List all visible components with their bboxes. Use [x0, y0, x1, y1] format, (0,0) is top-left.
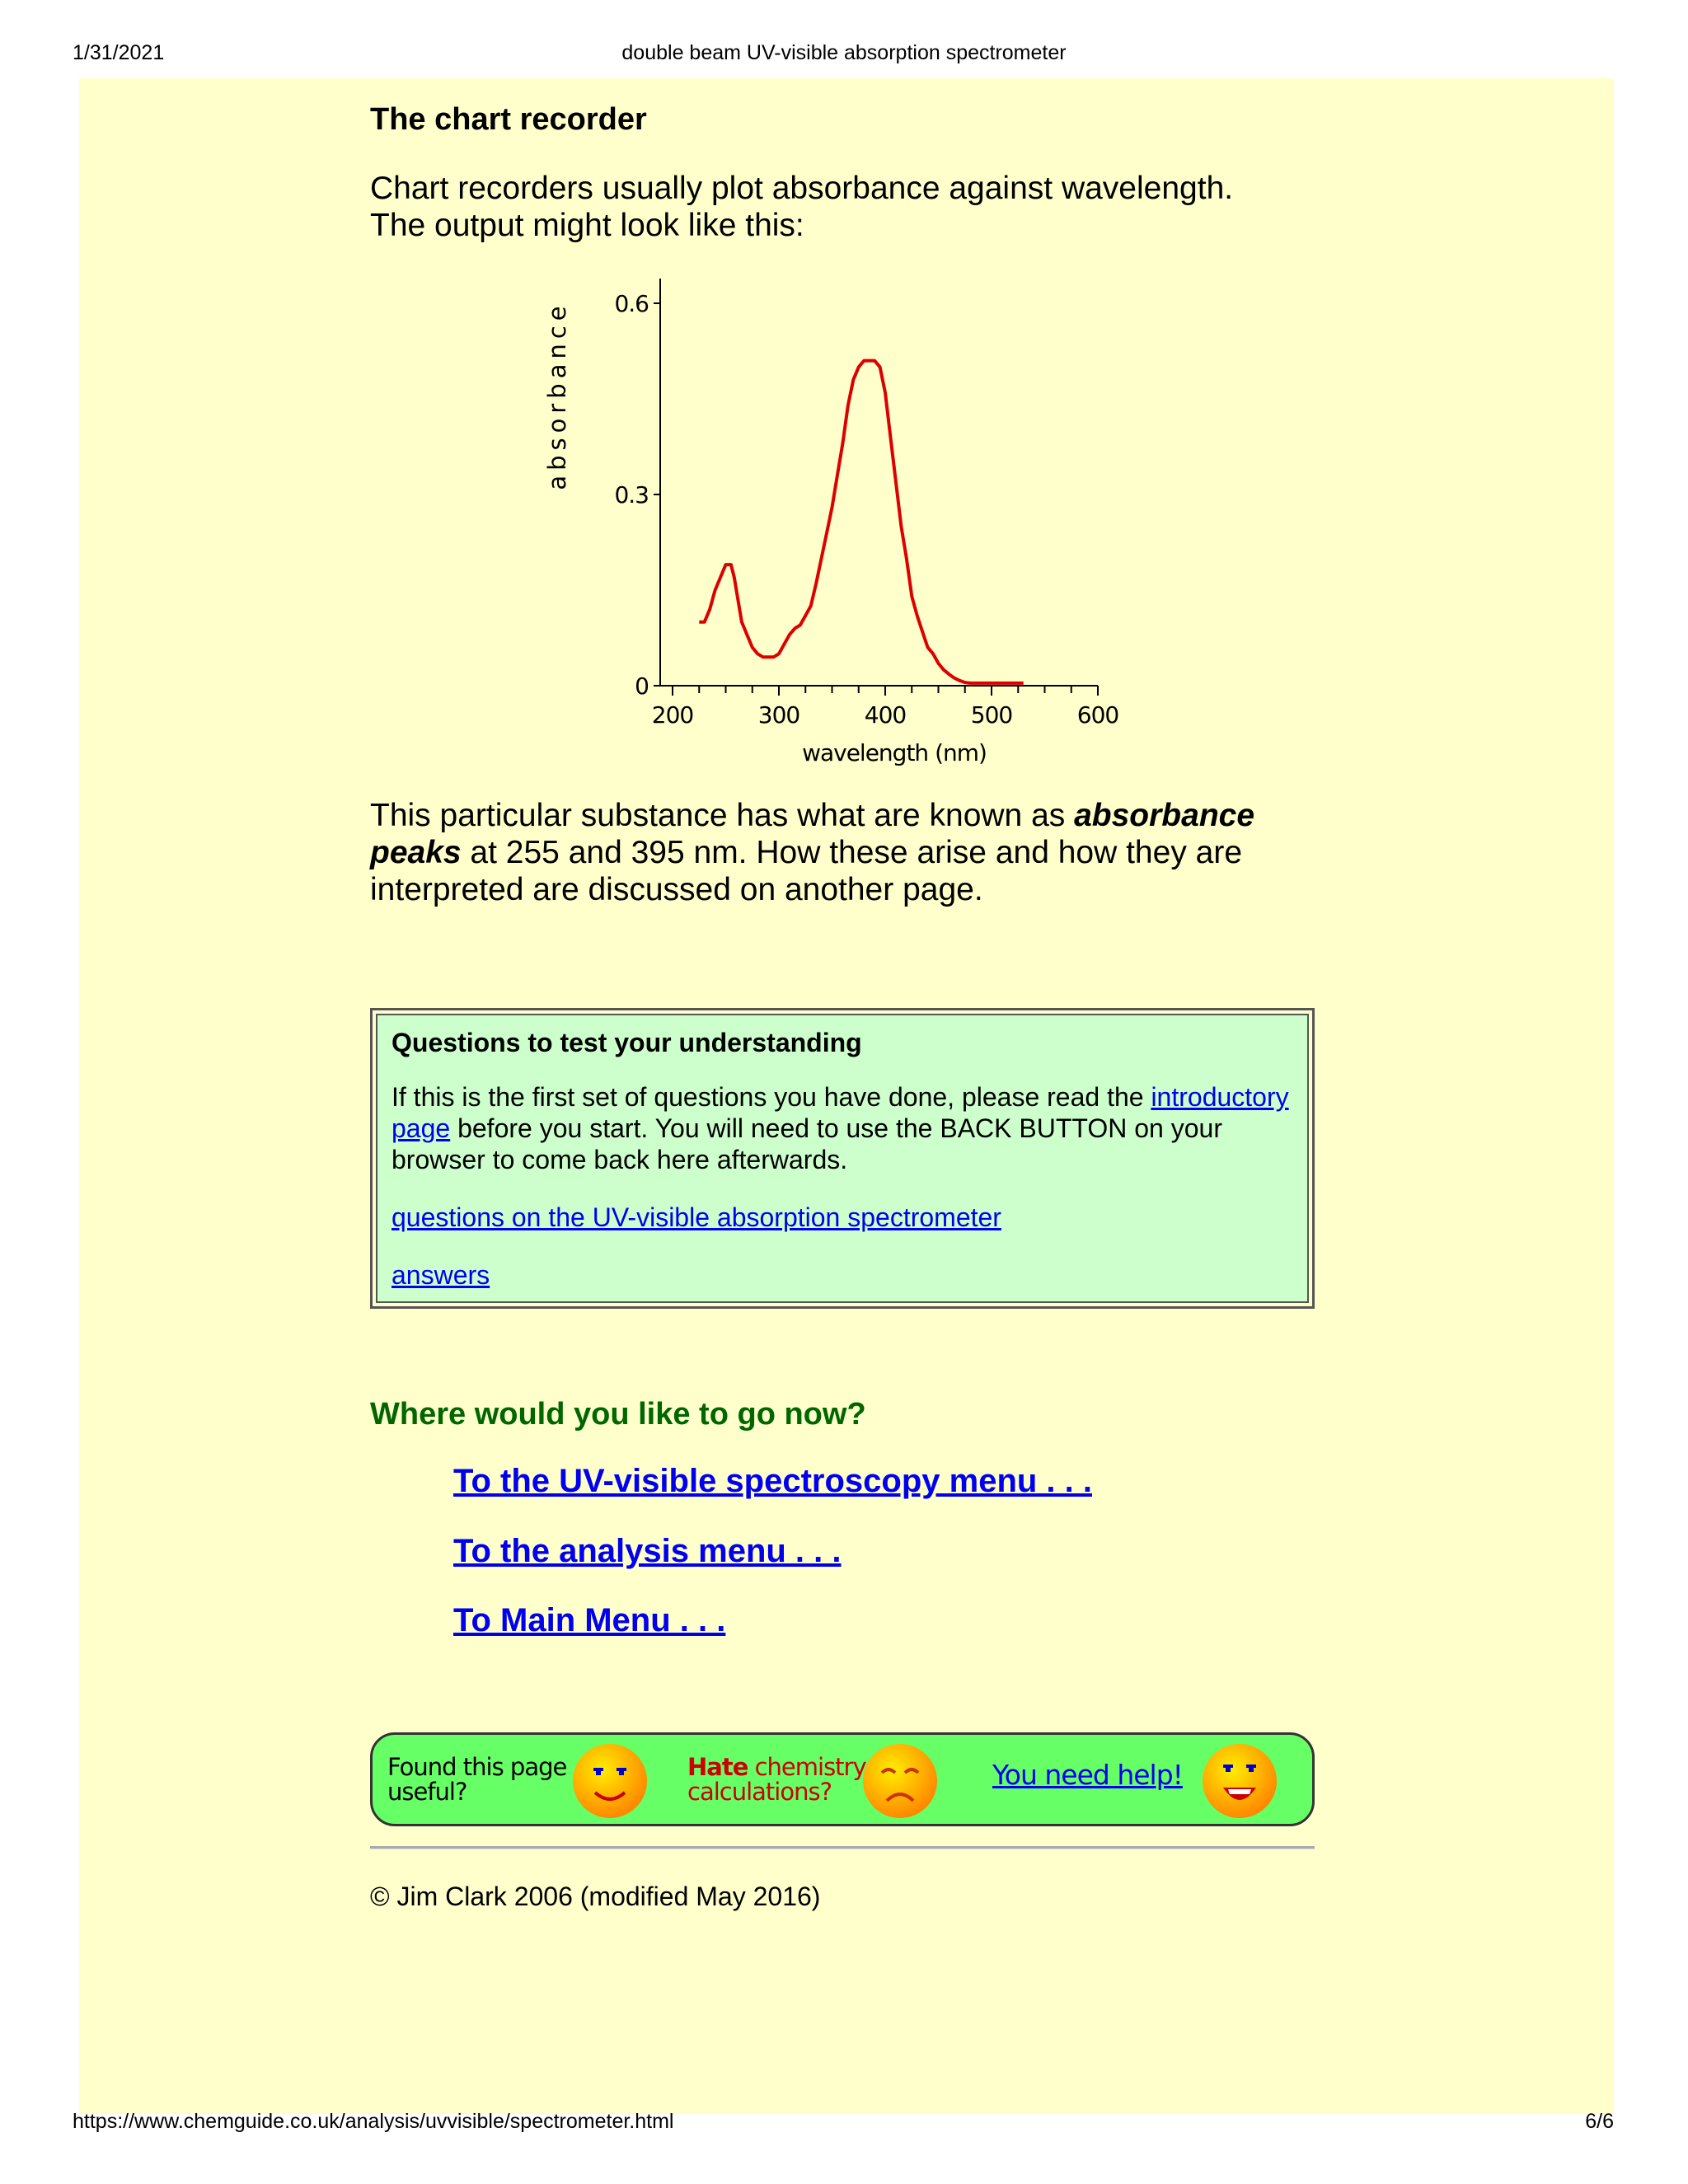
frowning-face-icon[interactable]: [860, 1741, 940, 1821]
absorbance-chart: [528, 272, 1154, 787]
questions-title: Questions to test your understanding: [392, 1028, 862, 1057]
chart-series: [699, 361, 1023, 683]
found-useful-text[interactable]: [387, 1755, 566, 1804]
x-tick-label: 400: [864, 701, 907, 729]
copyright: © Jim Clark 2006 (modified May 2016): [370, 1882, 821, 1911]
section-title: The chart recorder: [370, 102, 647, 137]
laughing-face-icon[interactable]: [1200, 1741, 1279, 1821]
x-tick-label: 200: [651, 701, 694, 729]
uv-visible-menu-link[interactable]: To the UV-visible spectroscopy menu . . .: [453, 1463, 1092, 1499]
you-need-help-link[interactable]: You need help!: [992, 1759, 1183, 1791]
x-tick-label: 500: [970, 701, 1013, 729]
hate-line-2: calculations?: [687, 1778, 832, 1806]
intro-paragraph: [370, 170, 1318, 244]
print-date: 1/31/2021: [73, 41, 165, 64]
questions-intro: [392, 1081, 1293, 1175]
print-header: [0, 41, 1688, 66]
hate-calculations-text[interactable]: [687, 1755, 866, 1804]
questions-box: [370, 1008, 1315, 1309]
questions-text-before: If this is the first set of questions you have done, please read the: [392, 1082, 1151, 1112]
introductory-page-link[interactable]: introductory page: [392, 1082, 1289, 1143]
questions-box-inner: [376, 1014, 1309, 1303]
analysis-menu-link[interactable]: To the analysis menu . . .: [453, 1533, 842, 1569]
absorbance-peaks-emphasis: absorbance peaks: [370, 798, 1255, 870]
print-title: double beam UV-visible absorption spectrometer: [621, 41, 1067, 64]
navigation-heading: Where would you like to go now?: [370, 1397, 866, 1432]
absorbance-curve: [699, 361, 1023, 683]
absorbance-peaks-paragraph: [370, 797, 1318, 908]
found-line-2: useful?: [387, 1778, 467, 1806]
print-page-number: 6/6: [1585, 2110, 1614, 2133]
y-tick-label: 0.6: [614, 290, 649, 317]
after-text-part2: at 255 and 395 nm. How these arise and how they are interpreted are discussed on another page.: [370, 835, 1243, 907]
chart-y-label: absorbance: [543, 301, 571, 490]
chart-axes: [660, 279, 1098, 686]
hate-bold: Hate: [687, 1753, 748, 1781]
print-url: https://www.chemguide.co.uk/analysis/uvvisible/spectrometer.html: [73, 2110, 674, 2133]
main-menu-link[interactable]: To Main Menu . . .: [453, 1602, 726, 1638]
y-tick-label: 0: [635, 673, 649, 700]
help-banner[interactable]: [370, 1732, 1315, 1826]
horizontal-rule: [370, 1846, 1315, 1849]
smiling-face-icon[interactable]: [570, 1741, 649, 1821]
chart-ticks: [614, 290, 1118, 729]
chart-svg: [528, 272, 1154, 783]
intro-line-1: Chart recorders usually plot absorbance against wavelength.: [370, 171, 1234, 206]
answers-link[interactable]: answers: [392, 1260, 490, 1290]
x-tick-label: 600: [1076, 701, 1119, 729]
chart-x-label: wavelength (nm): [802, 739, 987, 766]
after-text-part1: This particular substance has what are known as: [370, 798, 1075, 833]
questions-link[interactable]: questions on the UV-visible absorption spectrometer: [392, 1202, 1001, 1232]
y-tick-label: 0.3: [614, 481, 649, 509]
questions-text-after: before you start. You will need to use the BACK BUTTON on your browser to come back here afterwards.: [392, 1113, 1222, 1174]
found-line-1: Found this page: [387, 1753, 567, 1781]
intro-line-2: The output might look like this:: [370, 208, 804, 243]
hate-rest: chemistry: [748, 1753, 866, 1781]
x-tick-label: 300: [757, 701, 800, 729]
